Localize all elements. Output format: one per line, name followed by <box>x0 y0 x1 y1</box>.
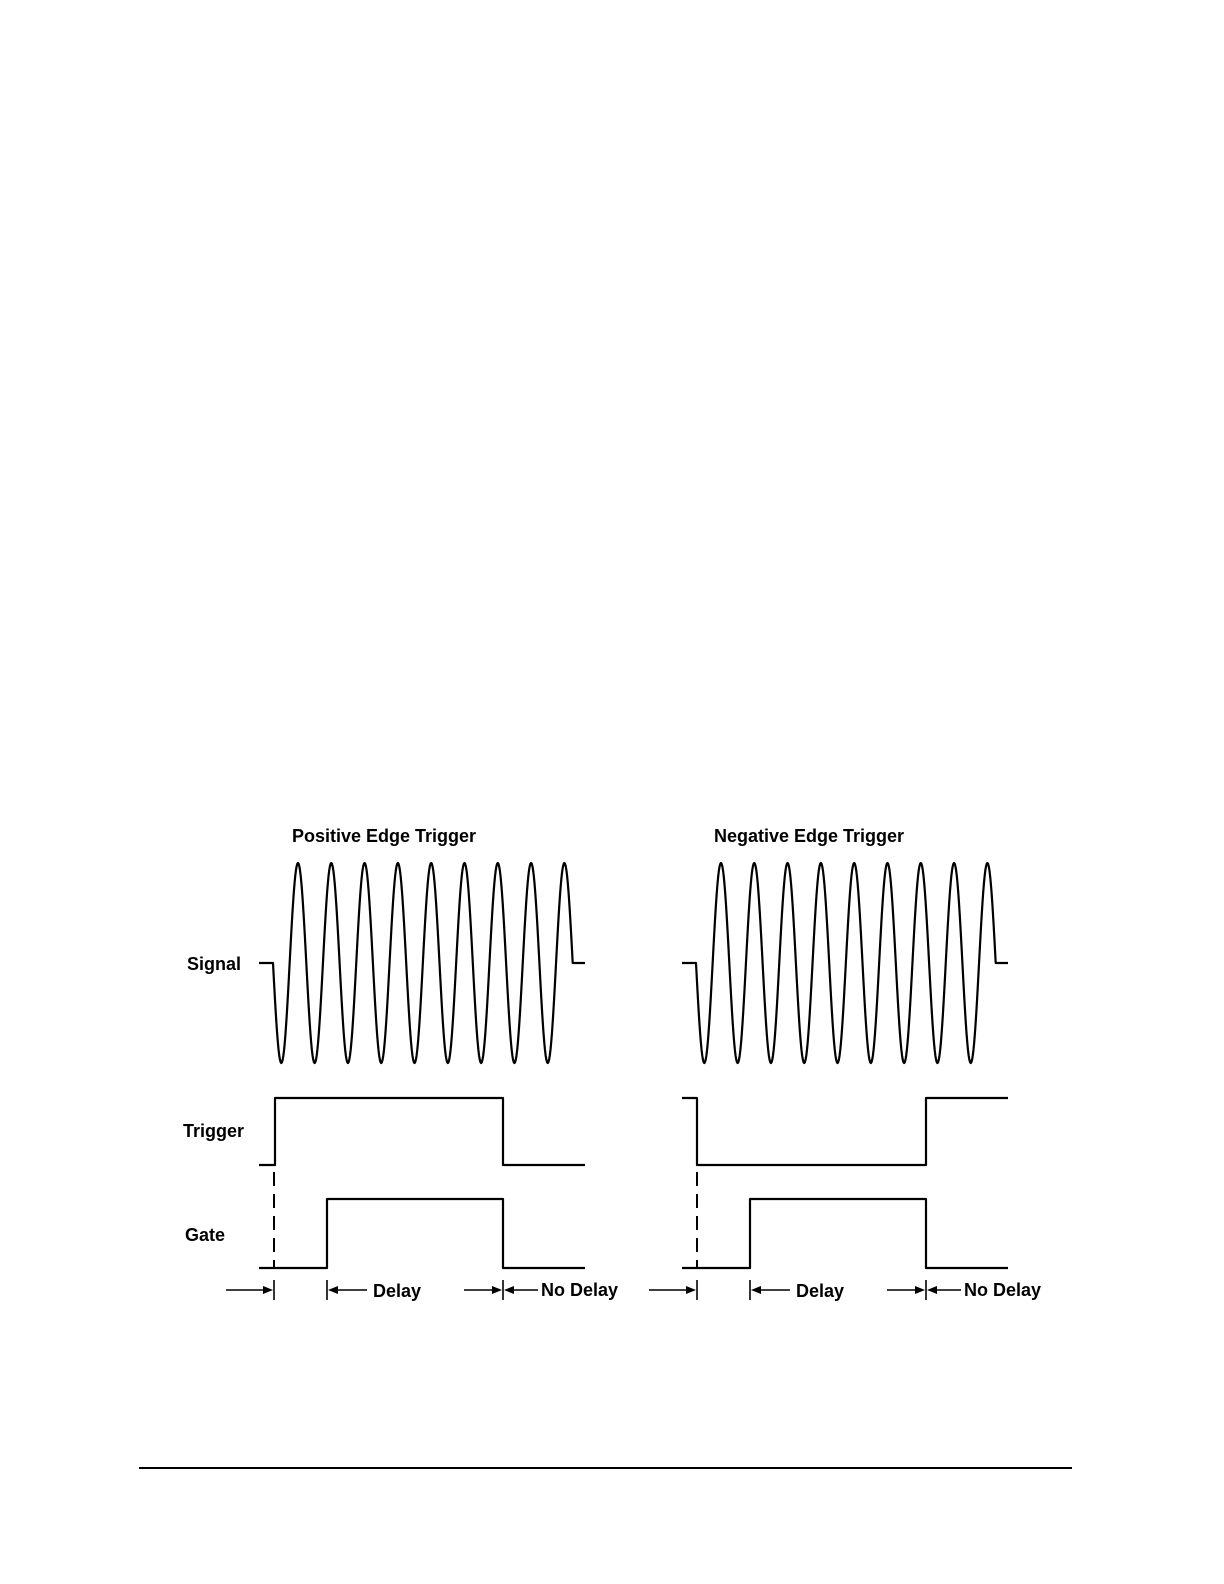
delay-label: Delay <box>373 1281 422 1301</box>
signal-waveform <box>259 863 585 1063</box>
row-label-signal: Signal <box>187 954 242 974</box>
arrowhead-left-icon <box>751 1286 761 1294</box>
arrowhead-left-icon <box>328 1286 338 1294</box>
arrowhead-right-icon <box>263 1286 273 1294</box>
delay-label: Delay <box>796 1281 845 1301</box>
gate-waveform <box>259 1199 585 1268</box>
no-delay-label: No Delay <box>541 1280 619 1300</box>
arrowhead-left-icon <box>504 1286 514 1294</box>
arrowhead-right-icon <box>686 1286 696 1294</box>
panel-positive-edge <box>183 826 618 1301</box>
panel-title-positive: Positive Edge Trigger <box>292 826 477 846</box>
row-label-trigger: Trigger <box>183 1121 245 1141</box>
arrowhead-right-icon <box>915 1286 925 1294</box>
no-delay-label: No Delay <box>964 1280 1042 1300</box>
panel-title-negative: Negative Edge Trigger <box>714 826 905 846</box>
trigger-waveform <box>259 1098 585 1165</box>
panel-negative-edge <box>649 826 1041 1301</box>
row-label-gate: Gate <box>185 1225 226 1245</box>
arrowhead-left-icon <box>927 1286 937 1294</box>
arrowhead-right-icon <box>492 1286 502 1294</box>
signal-waveform <box>682 863 1008 1063</box>
trigger-waveform <box>682 1098 1008 1165</box>
footer-rule <box>139 1467 1072 1469</box>
gate-waveform <box>682 1199 1008 1268</box>
